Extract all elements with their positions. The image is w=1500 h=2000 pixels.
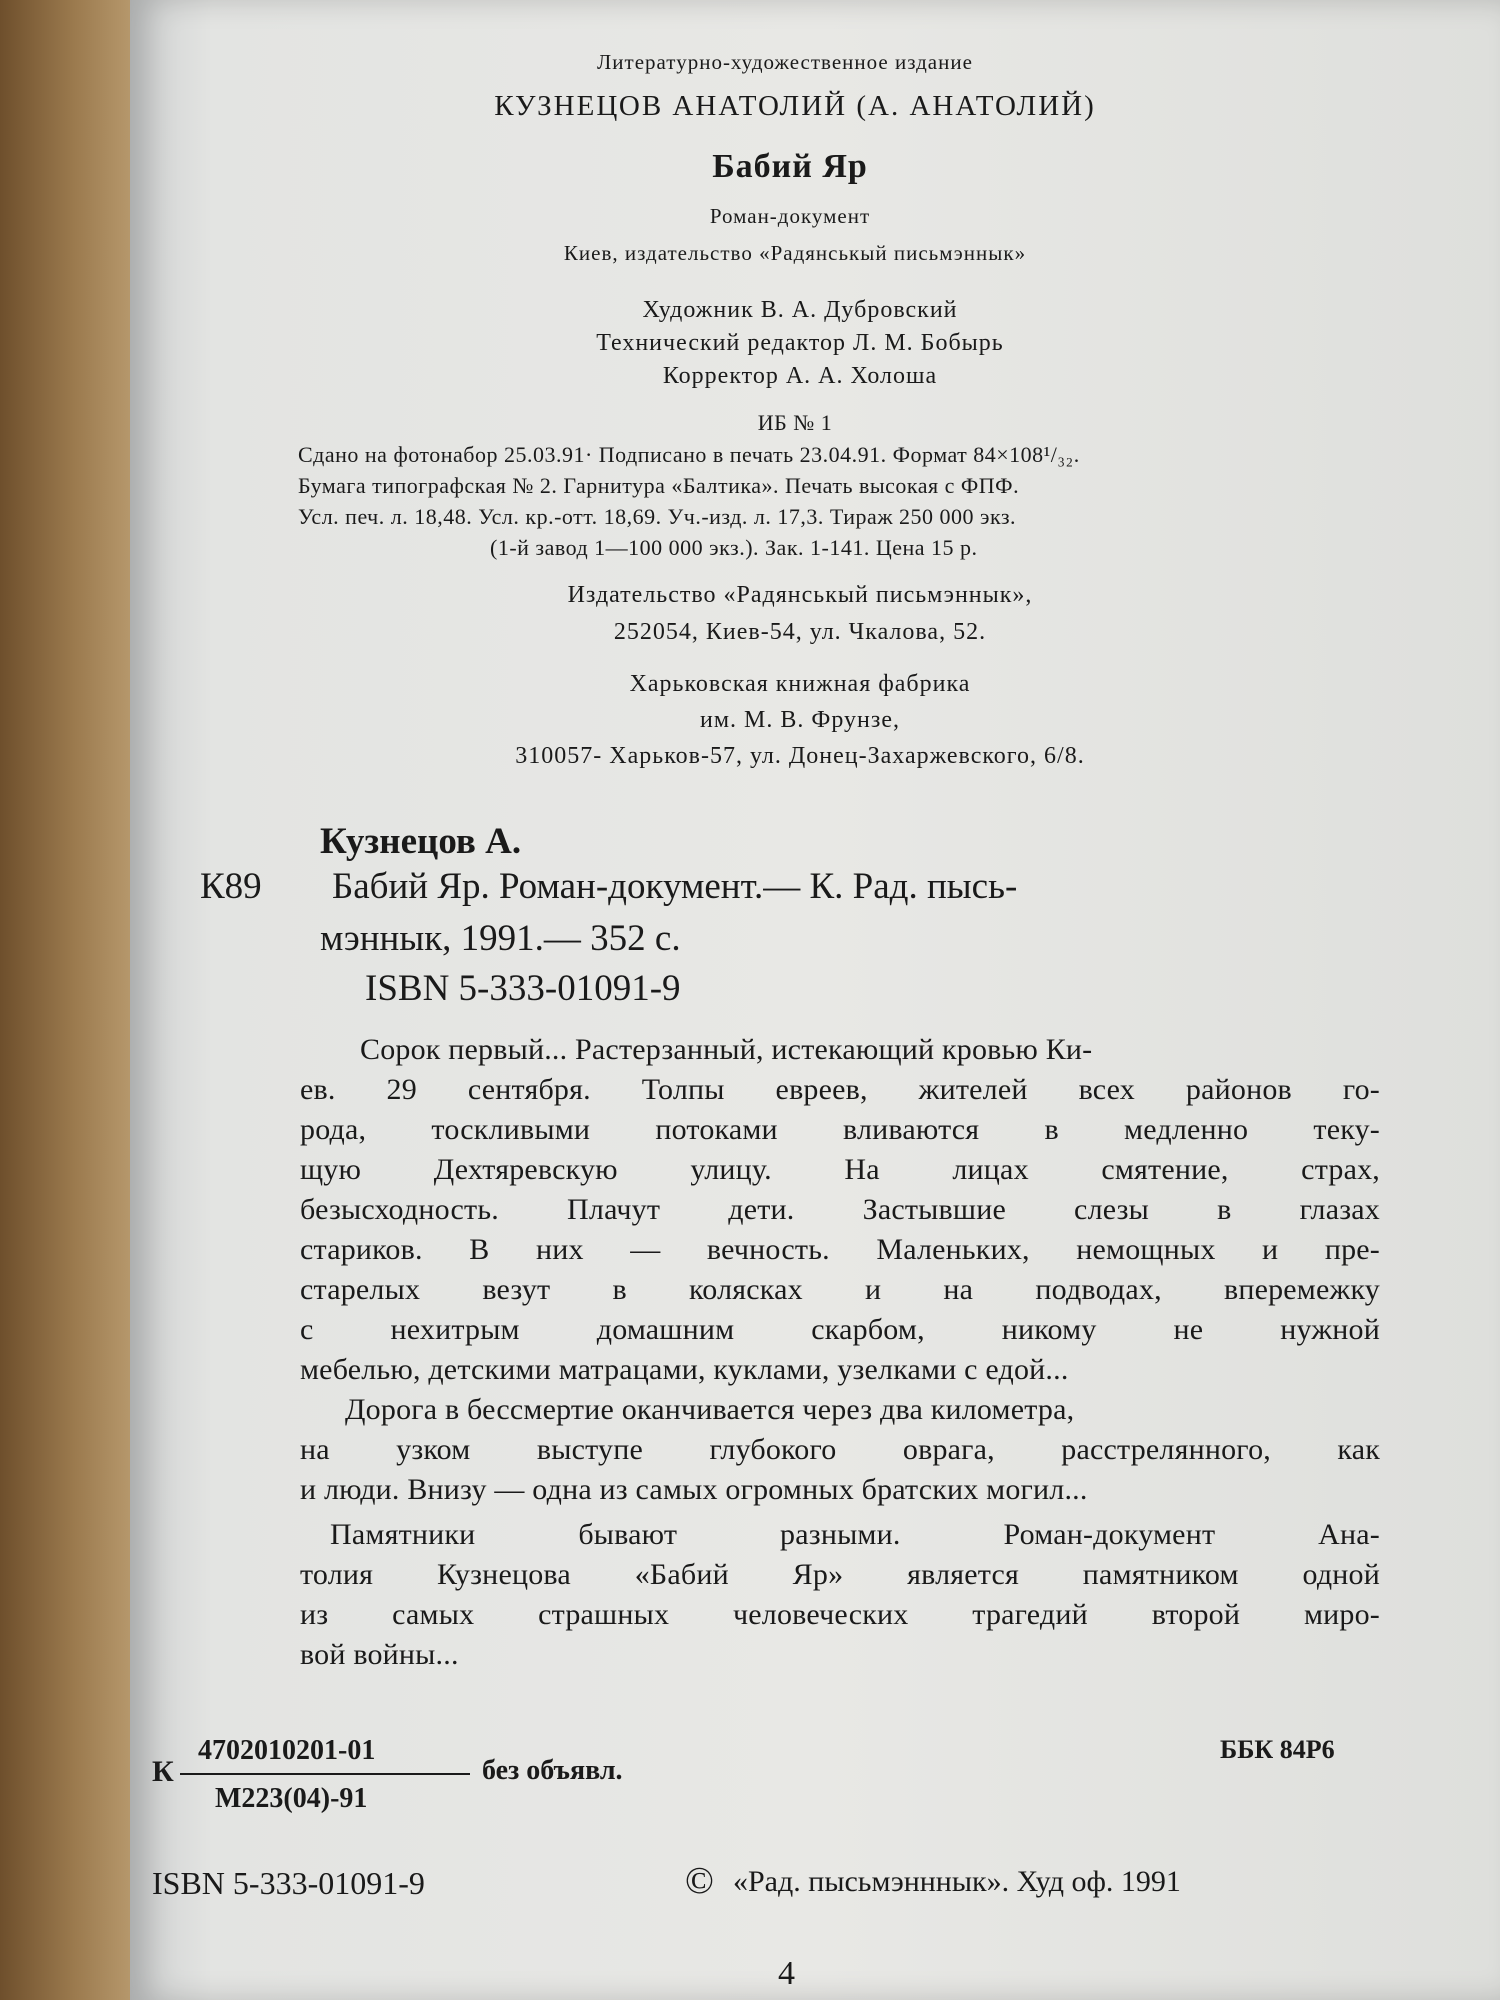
credit-artist: Художник В. А. Дубровский: [642, 297, 958, 323]
annotation-line: с нехитрым домашним скарбом, никому не нужной: [300, 1313, 1380, 1346]
imprint-line-4: (1-й завод 1—100 000 экз.). Зак. 1-141. Цена 15 р.: [490, 535, 978, 560]
bib-author-heading: Кузнецов А.: [320, 821, 522, 862]
credit-tech-editor: Технический редактор Л. М. Бобырь: [596, 330, 1004, 356]
printer-address: 310057- Харьков-57, ул. Донец-Захаржевского, 6/8.: [515, 743, 1085, 769]
footer-isbn: ISBN 5-333-01091-9: [152, 1865, 425, 1901]
credit-proofreader: Корректор А. А. Холоша: [662, 363, 938, 389]
copyright-text: «Рад. пысьмэнннык». Худ оф. 1991: [733, 1865, 1181, 1898]
no-advert-note: без объявл.: [482, 1755, 623, 1786]
bbk-code: ББК 84Р6: [1220, 1735, 1335, 1764]
book-page: [130, 0, 1500, 2000]
ib-number: ИБ № 1: [757, 410, 833, 435]
printer-named-after: им. М. В. Фрунзе,: [700, 707, 900, 733]
annotation-line: безысходность. Плачут дети. Застывшие слезы в глазах: [300, 1193, 1380, 1226]
annotation-line: мебелью, детскими матрацами, куклами, узелками с едой...: [300, 1353, 1069, 1386]
annotation-line: щую Дехтяревскую улицу. На лицах смятение, страх,: [300, 1153, 1380, 1186]
annotation-line: и люди. Внизу — одна из самых огромных братских могил...: [300, 1473, 1088, 1506]
copyright-symbol: ©: [685, 1860, 714, 1902]
edition-type: Литературно-художественное издание: [597, 50, 973, 74]
publisher-address: 252054, Киев-54, ул. Чкалова, 52.: [613, 619, 987, 645]
printer-name: Харьковская книжная фабрика: [629, 671, 971, 697]
bib-isbn: ISBN 5-333-01091-9: [365, 968, 681, 1009]
k-letter: К: [152, 1755, 174, 1788]
annotation-line: вой войны...: [300, 1638, 459, 1671]
imprint-line-3: Усл. печ. л. 18,48. Усл. кр.-отт. 18,69. Уч.-изд. л. 17,3. Тираж 250 000 экз.: [298, 504, 1017, 529]
publisher-name: Издательство «Радянськый письмэннык»,: [567, 582, 1033, 608]
annotation-line: Памятники бывают разными. Роман-документ Ана-: [330, 1518, 1380, 1551]
bib-entry-line-2: мэннык, 1991.— 352 с.: [320, 918, 681, 959]
annotation-line: Дорога в бессмертие оканчивается через два километра,: [345, 1393, 1075, 1426]
annotation-line: стариков. В них — вечность. Маленьких, немощных и пре-: [300, 1233, 1380, 1266]
call-number: К89: [200, 866, 262, 907]
page-number: 4: [778, 1955, 795, 1992]
bib-entry-line-1: Бабий Яр. Роман-документ.— К. Рад. пысь-: [332, 866, 1018, 907]
annotation-line: на узком выступе глубокого оврага, расстрелянного, как: [300, 1433, 1380, 1466]
author-full-name: КУЗНЕЦОВ АНАТОЛИЙ (А. АНАТОЛИЙ): [494, 90, 1096, 122]
imprint-line-2: Бумага типографская № 2. Гарнитура «Балтика». Печать высокая с ФПФ.: [298, 473, 1020, 498]
genre: Роман-документ: [709, 204, 871, 228]
publisher-line: Киев, издательство «Радянськый письмэннык»: [563, 241, 1027, 265]
fraction-line: [180, 1773, 470, 1775]
annotation-line: ев. 29 сентября. Толпы евреев, жителей всех районов го-: [300, 1073, 1380, 1106]
annotation-line: старелых везут в колясках и на подводах, вперемежку: [300, 1273, 1380, 1306]
book-spine-shadow: [0, 0, 135, 2000]
class-denominator: М223(04)-91: [215, 1783, 368, 1814]
imprint-line-1: Сдано на фотонабор 25.03.91· Подписано в печать 23.04.91. Формат 84×108¹/₃₂.: [298, 442, 1080, 467]
annotation-line: рода, тоскливыми потоками вливаются в медленно теку-: [300, 1113, 1380, 1146]
book-title: Бабий Яр: [712, 148, 868, 185]
annotation-line: толия Кузнецова «Бабий Яр» является памятником одной: [300, 1558, 1380, 1591]
class-numerator: 4702010201-01: [198, 1735, 376, 1766]
annotation-line: из самых страшных человеческих трагедий второй миро-: [300, 1598, 1380, 1631]
annotation-line: Сорок первый... Растерзанный, истекающий кровью Ки-: [360, 1033, 1093, 1066]
